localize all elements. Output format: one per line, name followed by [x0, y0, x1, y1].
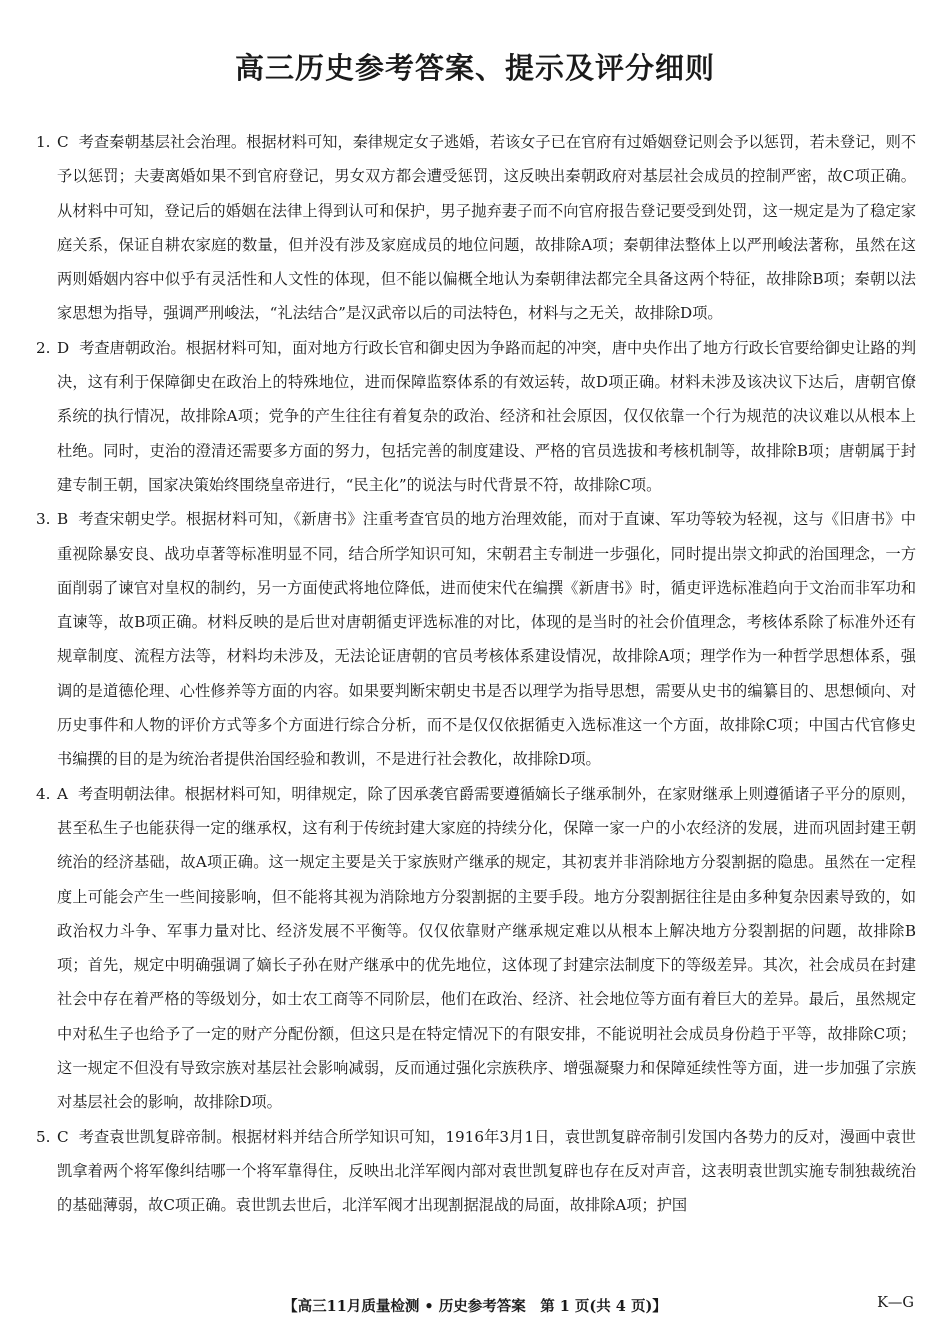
item-number: 4. [36, 784, 51, 803]
item-number: 1. [36, 133, 51, 151]
item-number: 5. [36, 1127, 51, 1146]
answer-item-5 [36, 1120, 916, 1223]
item-explanation: 考查宋朝史学。根据材料可知，《新唐书》注重考查官员的地方治理效能，而对于直谏、军功等较为轻视，这与《旧唐书》中重视除暴安良、战功卓著等标准明显不同，结合所学知识可知，宋朝君主专制进一步强化，同时提出崇文抑武的治国理念，一方面削弱了谏官对皇权的制约，另一方面使武将地位降低，进而使宋代在编撰《新唐书》时，循吏评选标准趋向于文治而非军功和直谏等，故B项正确。材料反映的是后世对唐朝循吏评选标准的对比，体现的是当时的社会价值理念，考核体系除了标准外还有规章制度、流程方法等，材料均未涉及，无法论证唐朝的官员考核体系建设情况，故排除A项；理学作为一种哲学思想体系，强调的是道德伦理、心性修养等方面的内容。如果要判断宋朝史书是否以理学为指导思想，需要从史书的编纂目的、思想倾向、对历史事件和人物的评价方式等多个方面进行综合分析，而不是仅仅依据循吏入选标准这一个方面，故排除C项；中国古代官修史书编撰的目的是为统治者提供治国经验和教训，不是进行社会教化，故排除D项。 [57, 510, 916, 769]
footer-page-info: 【高三11月质量检测 • 历史参考答案 第 1 页(共 4 页)】 [283, 1298, 667, 1315]
item-explanation: 考查明朝法律。根据材料可知，明律规定，除了因承袭官爵需要遵循嫡长子继承制外，在家财继承上则遵循诸子平分的原则，甚至私生子也能获得一定的继承权，这有利于传统封建大家庭的持续分化，保障一家一户的小农经济的发展，进而巩固封建王朝统治的经济基础，故A项正确。这一规定主要是关于家族财产继承的规定，其初衷并非消除地方分裂割据的隐患。虽然在一定程度上可能会产生一些间接影响，但不能将其视为消除地方分裂割据的主要手段。地方分裂割据往往是由多种复杂因素导致的，如政治权力斗争、军事力量对比、经济发展不平衡等。仅仅依靠财产继承规定难以从根本上解决地方分裂割据的问题，故排除B项；首先，规定中明确强调了嫡长子孙在财产继承中的优先地位，这体现了封建宗法制度下的等级差异。其次，社会成员在封建社会中存在着严格的等级划分，如士农工商等不同阶层，他们在政治、经济、社会地位等方面有着巨大的差异。最后，虽然规定中对私生子也给予了一定的财产分配份额，但这只是在特定情况下的有限安排，不能说明社会成员身份趋于平等，故排除C项；这一规定不但没有导致宗族对基层社会影响减弱，反而通过强化宗族秩序、增强凝聚力和保障延续性等方面，进一步加强了宗族对基层社会的影响，故排除D项。 [57, 784, 916, 1112]
answer-list [36, 125, 916, 1223]
answer-item-3 [36, 502, 916, 776]
item-answer: C [57, 1127, 69, 1146]
answer-item-4 [36, 777, 916, 1120]
item-explanation: 考查唐朝政治。根据材料可知，面对地方行政长官和御史因为争路而起的冲突，唐中央作出了地方行政长官要给御史让路的判决，这有利于保障御史在政治上的特殊地位，进而保障监察体系的有效运转，故D项正确。材料未涉及该决议下达后，唐朝官僚系统的执行情况，故排除A项；党争的产生往往有着复杂的政治、经济和社会原因，仅仅依靠一个行为规范的决议难以从根本上杜绝。同时，吏治的澄清还需要多方面的努力，包括完善的制度建设、严格的官员选拔和考核机制等，故排除B项；唐朝属于封建专制王朝，国家决策始终围绕皇帝进行，“民主化”的说法与时代背景不符，故排除C项。 [57, 338, 916, 494]
item-explanation: 考查袁世凯复辟帝制。根据材料并结合所学知识可知，1916年3月1日，袁世凯复辟帝制引发国内各势力的反对，漫画中袁世凯拿着两个将军像纠结哪一个将军靠得住，反映出北洋军阀内部对袁世凯复辟也存在反对声音，这表明袁世凯实施专制独裁统治的基础薄弱，故C项正确。袁世凯去世后，北洋军阀才出现割据混战的局面，故排除A项；护国 [57, 1127, 916, 1215]
item-explanation: 考查秦朝基层社会治理。根据材料可知，秦律规定女子逃婚，若该女子已在官府有过婚姻登记则会予以惩罚，若未登记，则不予以惩罚；夫妻离婚如果不到官府登记，男女双方都会遭受惩罚，这反映出秦朝政府对基层社会成员的控制严密，故C项正确。从材料中可知，登记后的婚姻在法律上得到认可和保护，男子抛弃妻子而不向官府报告登记要受到处罚，这一规定是为了稳定家庭关系，保证自耕农家庭的数量，但并没有涉及家庭成员的地位问题，故排除A项；秦朝律法整体上以严刑峻法著称，虽然在这两则婚姻内容中似乎有灵活性和人文性的体现，但不能以偏概全地认为秦朝律法都完全具备这两个特征，故排除B项；秦朝以法家思想为指导，强调严刑峻法，“礼法结合”是汉武帝以后的司法特色，材料与之无关，故排除D项。 [57, 133, 916, 323]
answer-item-1 [36, 125, 916, 331]
page-footer [0, 1295, 950, 1316]
footer-code: K—G [877, 1295, 914, 1311]
item-answer: C [57, 133, 69, 151]
item-number: 2. [36, 338, 51, 357]
item-answer: A [57, 784, 68, 803]
item-answer: B [57, 510, 69, 529]
page-title: 高三历史参考答案、提示及评分细则 [234, 51, 715, 85]
answer-item-2 [36, 331, 916, 502]
item-answer: D [57, 338, 70, 357]
item-number: 3. [36, 510, 51, 529]
